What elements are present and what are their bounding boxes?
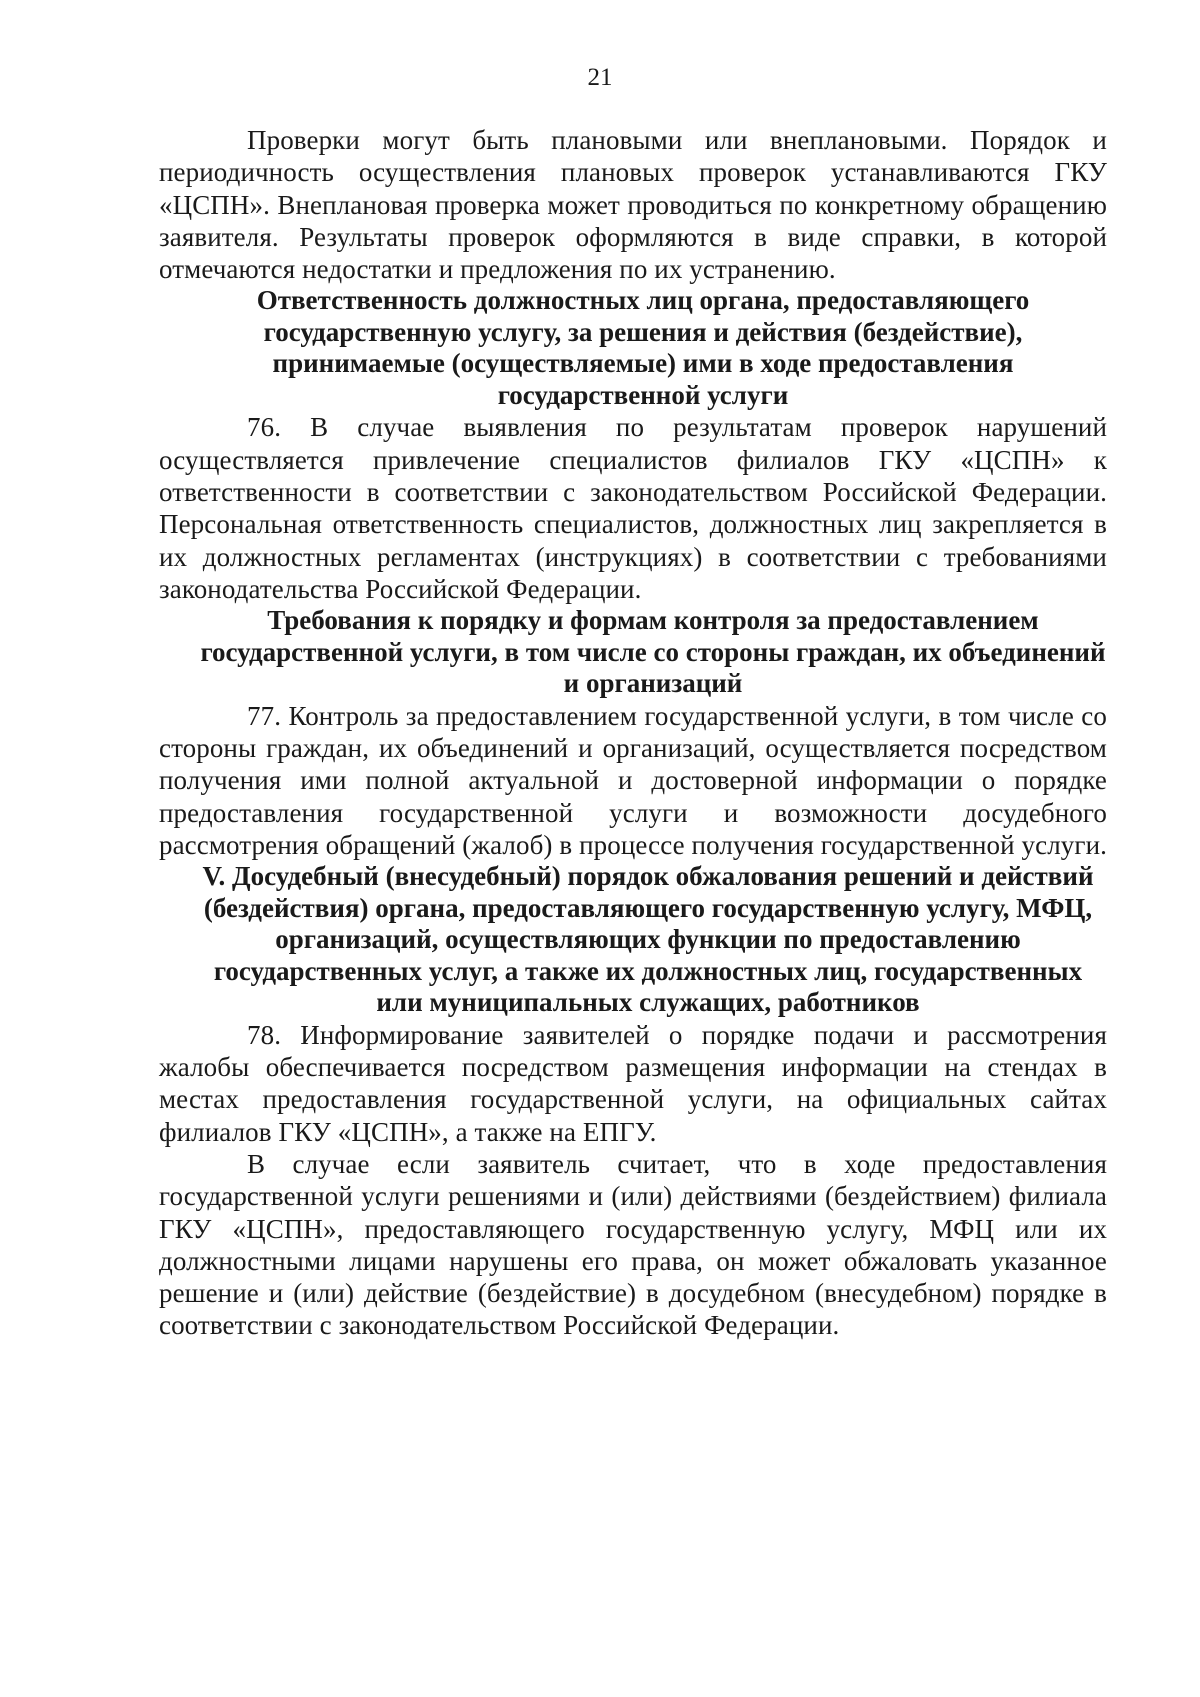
page-number: 21 [587,64,613,91]
paragraph-77: 77. Контроль за предоставлением государственной услуги, в том числе со стороны граждан, их объединений и организаций, осуществляется посредством получения ими полной актуальной и достоверной информации о порядке предоставления государственной услуги и возможности досудебного рассмотрения обращений (жалоб) в процессе получения государственной услуги. [159,700,1107,860]
paragraph-78: 78. Информирование заявителей о порядке подачи и рассмотрения жалобы обеспечивается посредством размещения информации на стендах в местах предоставления государственной услуги, на официальных сайтах филиалов ГКУ «ЦСПН», а также на ЕПГУ. [159,1019,1107,1147]
heading-control-requirements: Требования к порядку и формам контроля за предоставлением государственной услуги, в том числе со стороны граждан, их объединений и организаций [200,605,1106,699]
paragraph-78-continuation: В случае если заявитель считает, что в ходе предоставления государственной услуги решениями и (или) действиями (бездействием) филиала ГКУ «ЦСПН», предоставляющего государственную услугу, МФЦ или их должностными лицами нарушены его права, он может обжаловать указанное решение и (или) действие (бездействие) в досудебном (внесудебном) порядке в соответствии с законодательством Российской Федерации. [159,1148,1107,1341]
paragraph-76: 76. В случае выявления по результатам проверок нарушений осуществляется привлечение специалистов филиалов ГКУ «ЦСПН» к ответственности в соответствии с законодательством Российской Федерации. Персональная ответственность специалистов, должностных лиц закрепляется в их должностных регламентах (инструкциях) в соответствии с требованиями законодательства Российской Федерации. [159,412,1107,604]
page-content [159,124,1107,1342]
heading-responsibility: Ответственность должностных лиц органа, предоставляющего государственную услугу, за решения и действия (бездействие), принимаемые (осуществляемые) ими в ходе предоставления государственной услуги [256,285,1030,410]
paragraph-inspections: Проверки могут быть плановыми или внеплановыми. Порядок и периодичность осуществления плановых проверок устанавливаются ГКУ «ЦСПН». Внеплановая проверка может проводиться по конкретному обращению заявителя. Результаты проверок оформляются в виде справки, в которой отмечаются недостатки и предложения по их устранению. [159,125,1107,285]
heading-section-v: V. Досудебный (внесудебный) порядок обжалования решений и действий (бездействия) органа, предоставляющего государственную услугу, МФЦ, организаций, осуществляющих функции по предоставлению государственных услуг, а также их должностных лиц, государственных или муниципальных служащих, работников [202,861,1094,1018]
